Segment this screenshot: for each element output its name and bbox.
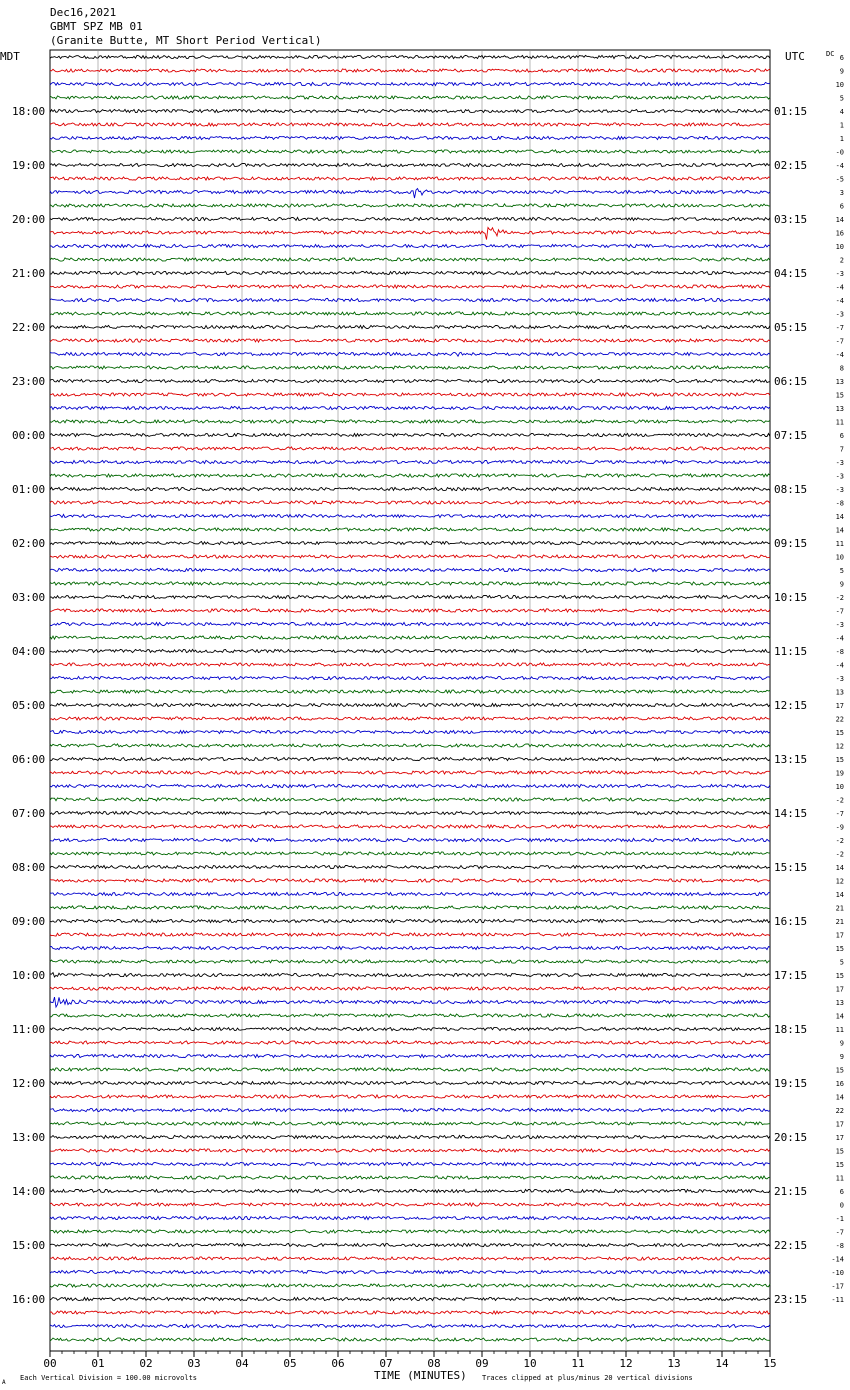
dc-offset-value: -2 (835, 796, 844, 805)
dc-offset-value: -0 (835, 148, 844, 157)
right-hour-label: 11:15 (774, 645, 808, 658)
trace-row (50, 1203, 770, 1206)
trace-row (50, 460, 770, 463)
dc-offset-value: 14 (835, 864, 844, 872)
trace-row (50, 325, 770, 328)
dc-offset-value: 0 (839, 1201, 844, 1210)
x-tick-label: 03 (187, 1357, 201, 1370)
trace-row (50, 595, 770, 598)
trace-row (50, 987, 770, 990)
trace-row (50, 1176, 770, 1179)
trace-row (50, 1068, 770, 1071)
trace-row (50, 541, 770, 544)
trace-row (50, 379, 770, 382)
right-hour-label: 12:15 (774, 699, 808, 712)
dc-offset-value: 11 (835, 1026, 844, 1034)
trace-row (50, 1162, 770, 1165)
trace-row (50, 568, 770, 571)
dc-offset-value: 11 (835, 418, 844, 427)
trace-row (50, 1324, 770, 1327)
dc-offset-value: -14 (831, 1255, 844, 1264)
header-date: Dec16,2021 (50, 6, 117, 19)
dc-offset-value: -8 (835, 499, 844, 508)
trace-row (50, 82, 770, 85)
dc-offset-value: 9 (839, 67, 844, 76)
x-axis-ticks (43, 1351, 776, 1370)
trace-row (50, 649, 770, 652)
dc-offset-value: -7 (835, 607, 844, 616)
dc-offset-value: -4 (835, 283, 844, 292)
trace-row (50, 514, 770, 517)
left-hour-label: 16:00 (12, 1293, 46, 1306)
left-hour-label: 21:00 (12, 267, 46, 280)
dc-offset-value: 17 (835, 702, 844, 710)
dc-offset-value: 17 (835, 1120, 844, 1129)
dc-offset-value: -8 (835, 1242, 844, 1250)
trace-row (50, 865, 770, 868)
dc-offset-value: 15 (835, 729, 844, 737)
right-hour-label: 09:15 (774, 537, 808, 550)
dc-offset-value: 12 (835, 742, 844, 751)
trace-row (50, 487, 770, 490)
footer-left: Each Vertical Division = 100.00 microvolts (20, 1374, 198, 1382)
footer-right: Traces clipped at plus/minus 20 vertical divisions (482, 1374, 693, 1382)
dc-offset-value: 15 (835, 391, 844, 400)
dc-offset-value: 16 (835, 1080, 844, 1088)
trace-row (50, 1257, 770, 1260)
trace-row (50, 1216, 770, 1219)
x-tick-label: 02 (139, 1357, 153, 1370)
x-tick-label: 15 (763, 1357, 777, 1370)
trace-row (50, 189, 770, 199)
trace-row (50, 811, 770, 814)
dc-offset-value: 12 (835, 877, 844, 886)
dc-offset-value: 15 (835, 945, 844, 953)
dc-offset-value: -8 (835, 648, 844, 656)
plot-frame (50, 50, 770, 1351)
trace-row (50, 919, 770, 922)
x-tick-label: 10 (523, 1357, 537, 1370)
trace-row (50, 960, 770, 963)
x-tick-label: 01 (91, 1357, 105, 1370)
dc-offset-value: 8 (839, 364, 844, 373)
x-tick-label: 13 (667, 1357, 681, 1370)
grid (98, 50, 722, 1351)
right-hour-label: 15:15 (774, 861, 808, 874)
left-timezone-label: MDT (0, 50, 20, 63)
trace-row (50, 892, 770, 895)
dc-offset-value: -3 (835, 486, 844, 494)
header-location: (Granite Butte, MT Short Period Vertical) (50, 34, 322, 47)
dc-offset-value: -3 (835, 459, 844, 467)
dc-offset-value: 9 (839, 1039, 844, 1048)
dc-offset-value: 21 (835, 918, 844, 926)
header-station: GBMT SPZ MB 01 (50, 20, 143, 33)
right-hour-label: 08:15 (774, 483, 808, 496)
dc-offset-value: -7 (835, 324, 844, 332)
x-tick-label: 05 (283, 1357, 297, 1370)
dc-offset-value: -5 (835, 175, 844, 184)
traces (50, 55, 770, 1341)
trace-row (50, 933, 770, 936)
trace-row (50, 1230, 770, 1233)
left-hour-label: 22:00 (12, 321, 46, 334)
dc-offset-value: -2 (835, 837, 844, 845)
trace-row (50, 906, 770, 909)
dc-offset-value: 5 (839, 958, 844, 967)
trace-row (50, 447, 770, 450)
x-tick-label: 14 (715, 1357, 729, 1370)
trace-row (50, 622, 770, 625)
x-tick-label: 06 (331, 1357, 345, 1370)
dc-offset-value: 14 (835, 891, 844, 899)
dc-offset-value: 14 (835, 1093, 844, 1102)
dc-offset-value: 6 (839, 432, 844, 440)
dc-offset-labels (831, 54, 844, 1304)
trace-row (50, 798, 770, 801)
trace-row (50, 1014, 770, 1017)
trace-row (50, 1338, 770, 1341)
left-hour-label: 01:00 (12, 483, 46, 496)
trace-row (50, 298, 770, 301)
left-hour-label: 08:00 (12, 861, 46, 874)
x-tick-label: 07 (379, 1357, 393, 1370)
dc-offset-value: 15 (835, 756, 844, 764)
left-hour-label: 09:00 (12, 915, 46, 928)
dc-offset-value: 9 (839, 1053, 844, 1061)
trace-row (50, 852, 770, 855)
trace-row (50, 285, 770, 288)
trace-row (50, 825, 770, 828)
right-hour-labels (774, 105, 807, 1306)
trace-row (50, 1149, 770, 1152)
dc-offset-value: -7 (835, 810, 844, 818)
trace-row (50, 1041, 770, 1044)
dc-offset-value: 15 (835, 972, 844, 980)
right-hour-label: 13:15 (774, 753, 808, 766)
left-hour-label: 03:00 (12, 591, 46, 604)
x-tick-label: 12 (619, 1357, 633, 1370)
dc-offset-value: 19 (835, 769, 844, 778)
right-hour-label: 23:15 (774, 1293, 808, 1306)
dc-offset-value: 5 (839, 94, 844, 103)
trace-row (50, 393, 770, 396)
dc-offset-value: -7 (835, 1228, 844, 1237)
trace-row (50, 501, 770, 504)
trace-row (50, 150, 770, 153)
left-hour-label: 19:00 (12, 159, 46, 172)
right-hour-label: 18:15 (774, 1023, 808, 1036)
trace-row (50, 271, 770, 274)
corner-mark: A (2, 1379, 6, 1386)
dc-offset-value: -3 (835, 621, 844, 629)
trace-row (50, 663, 770, 666)
trace-row (50, 1243, 770, 1246)
trace-row (50, 946, 770, 949)
trace-row (50, 474, 770, 477)
left-hour-label: 13:00 (12, 1131, 46, 1144)
trace-row (50, 730, 770, 733)
trace-row (50, 636, 770, 639)
left-hour-label: 02:00 (12, 537, 46, 550)
right-timezone-label: UTC (785, 50, 805, 63)
dc-offset-value: 6 (839, 202, 844, 211)
dc-offset-value: -2 (835, 594, 844, 602)
dc-offset-value: 13 (835, 378, 844, 386)
dc-offset-value: 13 (835, 405, 844, 413)
left-hour-label: 05:00 (12, 699, 46, 712)
x-tick-label: 04 (235, 1357, 249, 1370)
dc-offset-value: 22 (835, 715, 844, 724)
dc-offset-value: -7 (835, 337, 844, 346)
trace-row (50, 433, 770, 436)
trace-row (50, 339, 770, 342)
dc-offset-value: 1 (839, 135, 844, 143)
right-hour-label: 06:15 (774, 375, 808, 388)
dc-offset-value: 10 (835, 553, 844, 562)
trace-row (50, 1135, 770, 1138)
dc-offset-value: 10 (835, 783, 844, 791)
trace-row (50, 676, 770, 679)
dc-offset-value: 17 (835, 931, 844, 940)
dc-offset-value: 14 (835, 526, 844, 535)
right-hour-label: 16:15 (774, 915, 808, 928)
dc-offset-value: 6 (839, 1188, 844, 1196)
trace-row (50, 1297, 770, 1300)
trace-row (50, 123, 770, 126)
dc-offset-value: 17 (835, 985, 844, 994)
dc-offset-value: 1 (839, 121, 844, 130)
dc-offset-value: -3 (835, 270, 844, 278)
dc-offset-value: 4 (839, 108, 844, 116)
trace-row (50, 177, 770, 180)
dc-offset-value: 11 (835, 1174, 844, 1183)
right-hour-label: 14:15 (774, 807, 808, 820)
dc-offset-value: 10 (835, 81, 844, 89)
trace-row (50, 96, 770, 99)
dc-offset-value: -2 (835, 850, 844, 859)
trace-row (50, 1108, 770, 1111)
left-hour-label: 15:00 (12, 1239, 46, 1252)
dc-offset-value: -4 (835, 634, 844, 643)
dc-offset-value: 3 (839, 189, 844, 197)
dc-offset-value: -10 (831, 1269, 844, 1277)
dc-offset-value: -11 (831, 1296, 844, 1304)
dc-offset-value: 2 (839, 256, 844, 265)
dc-offset-value: -4 (835, 297, 844, 305)
trace-row (50, 352, 770, 356)
right-hour-label: 04:15 (774, 267, 808, 280)
trace-row (50, 744, 770, 747)
trace-row (50, 366, 770, 369)
trace-row (50, 163, 770, 166)
right-hour-label: 07:15 (774, 429, 808, 442)
trace-row (50, 258, 770, 261)
dc-offset-value: -3 (835, 472, 844, 481)
x-tick-label: 00 (43, 1357, 57, 1370)
trace-row (50, 1081, 770, 1084)
right-hour-label: 02:15 (774, 159, 808, 172)
right-hour-label: 22:15 (774, 1239, 808, 1252)
trace-row (50, 879, 770, 882)
trace-row (50, 838, 770, 841)
trace-row (50, 1095, 770, 1098)
right-hour-label: 17:15 (774, 969, 808, 982)
right-hour-label: 01:15 (774, 105, 808, 118)
trace-row (50, 1189, 770, 1192)
left-hour-label: 12:00 (12, 1077, 46, 1090)
trace-row (50, 136, 770, 139)
left-hour-label: 07:00 (12, 807, 46, 820)
dc-offset-value: 10 (835, 243, 844, 251)
trace-row (50, 703, 770, 706)
dc-offset-value: -4 (835, 661, 844, 670)
x-tick-label: 11 (571, 1357, 585, 1370)
right-hour-label: 19:15 (774, 1077, 808, 1090)
dc-label: DC (826, 50, 835, 58)
right-hour-label: 05:15 (774, 321, 808, 334)
dc-offset-value: 9 (839, 580, 844, 589)
right-hour-label: 10:15 (774, 591, 808, 604)
left-hour-label: 06:00 (12, 753, 46, 766)
trace-row (50, 1054, 770, 1057)
trace-row (50, 204, 770, 207)
dc-offset-value: -4 (835, 351, 844, 359)
x-tick-label: 09 (475, 1357, 489, 1370)
dc-offset-value: 14 (835, 1012, 844, 1021)
dc-offset-value: 15 (835, 1147, 844, 1156)
right-hour-label: 03:15 (774, 213, 808, 226)
dc-offset-value: 15 (835, 1161, 844, 1169)
trace-row (50, 420, 770, 423)
trace-row (50, 997, 770, 1007)
trace-row (50, 217, 770, 220)
trace-row (50, 717, 770, 720)
trace-row (50, 784, 770, 787)
trace-row (50, 1270, 770, 1273)
left-hour-label: 10:00 (12, 969, 46, 982)
dc-offset-value: 22 (835, 1107, 844, 1115)
trace-row (50, 1122, 770, 1125)
dc-offset-value: 14 (835, 513, 844, 521)
dc-offset-value: 17 (835, 1134, 844, 1142)
dc-offset-value: 11 (835, 540, 844, 548)
dc-offset-value: -17 (831, 1282, 844, 1291)
trace-row (50, 1284, 770, 1287)
dc-offset-value: 13 (835, 999, 844, 1007)
dc-offset-value: 5 (839, 567, 844, 575)
left-hour-label: 18:00 (12, 105, 46, 118)
x-tick-label: 08 (427, 1357, 441, 1370)
left-hour-label: 20:00 (12, 213, 46, 226)
dc-offset-value: 21 (835, 904, 844, 913)
dc-offset-value: 14 (835, 216, 844, 224)
dc-offset-value: 6 (839, 54, 844, 62)
dc-offset-value: 16 (835, 229, 844, 238)
dc-offset-value: -1 (835, 1215, 844, 1223)
trace-row (50, 1311, 770, 1314)
trace-row (50, 55, 770, 58)
trace-row (50, 609, 770, 612)
left-hour-label: 04:00 (12, 645, 46, 658)
left-hour-label: 11:00 (12, 1023, 46, 1036)
dc-offset-value: -4 (835, 162, 844, 170)
right-hour-label: 20:15 (774, 1131, 808, 1144)
dc-offset-value: 15 (835, 1066, 844, 1075)
dc-offset-value: -9 (835, 823, 844, 832)
trace-row (50, 244, 770, 247)
trace-row (50, 757, 770, 760)
trace-row (50, 690, 770, 693)
dc-offset-value: -3 (835, 310, 844, 319)
trace-row (50, 406, 770, 409)
right-hour-label: 21:15 (774, 1185, 808, 1198)
dc-offset-value: -3 (835, 675, 844, 683)
left-hour-label: 23:00 (12, 375, 46, 388)
trace-row (50, 973, 770, 977)
x-axis-label: TIME (MINUTES) (374, 1369, 467, 1382)
dc-offset-value: 7 (839, 445, 844, 454)
left-hour-label: 00:00 (12, 429, 46, 442)
trace-row (50, 228, 770, 240)
trace-row (50, 555, 770, 558)
trace-row (50, 1027, 770, 1030)
trace-row (50, 771, 770, 774)
left-hour-label: 14:00 (12, 1185, 46, 1198)
trace-row (50, 69, 770, 72)
trace-row (50, 312, 770, 315)
trace-row (50, 528, 770, 531)
dc-offset-value: 13 (835, 688, 844, 697)
left-hour-labels (12, 105, 45, 1306)
trace-row (50, 109, 770, 112)
trace-row (50, 582, 770, 585)
